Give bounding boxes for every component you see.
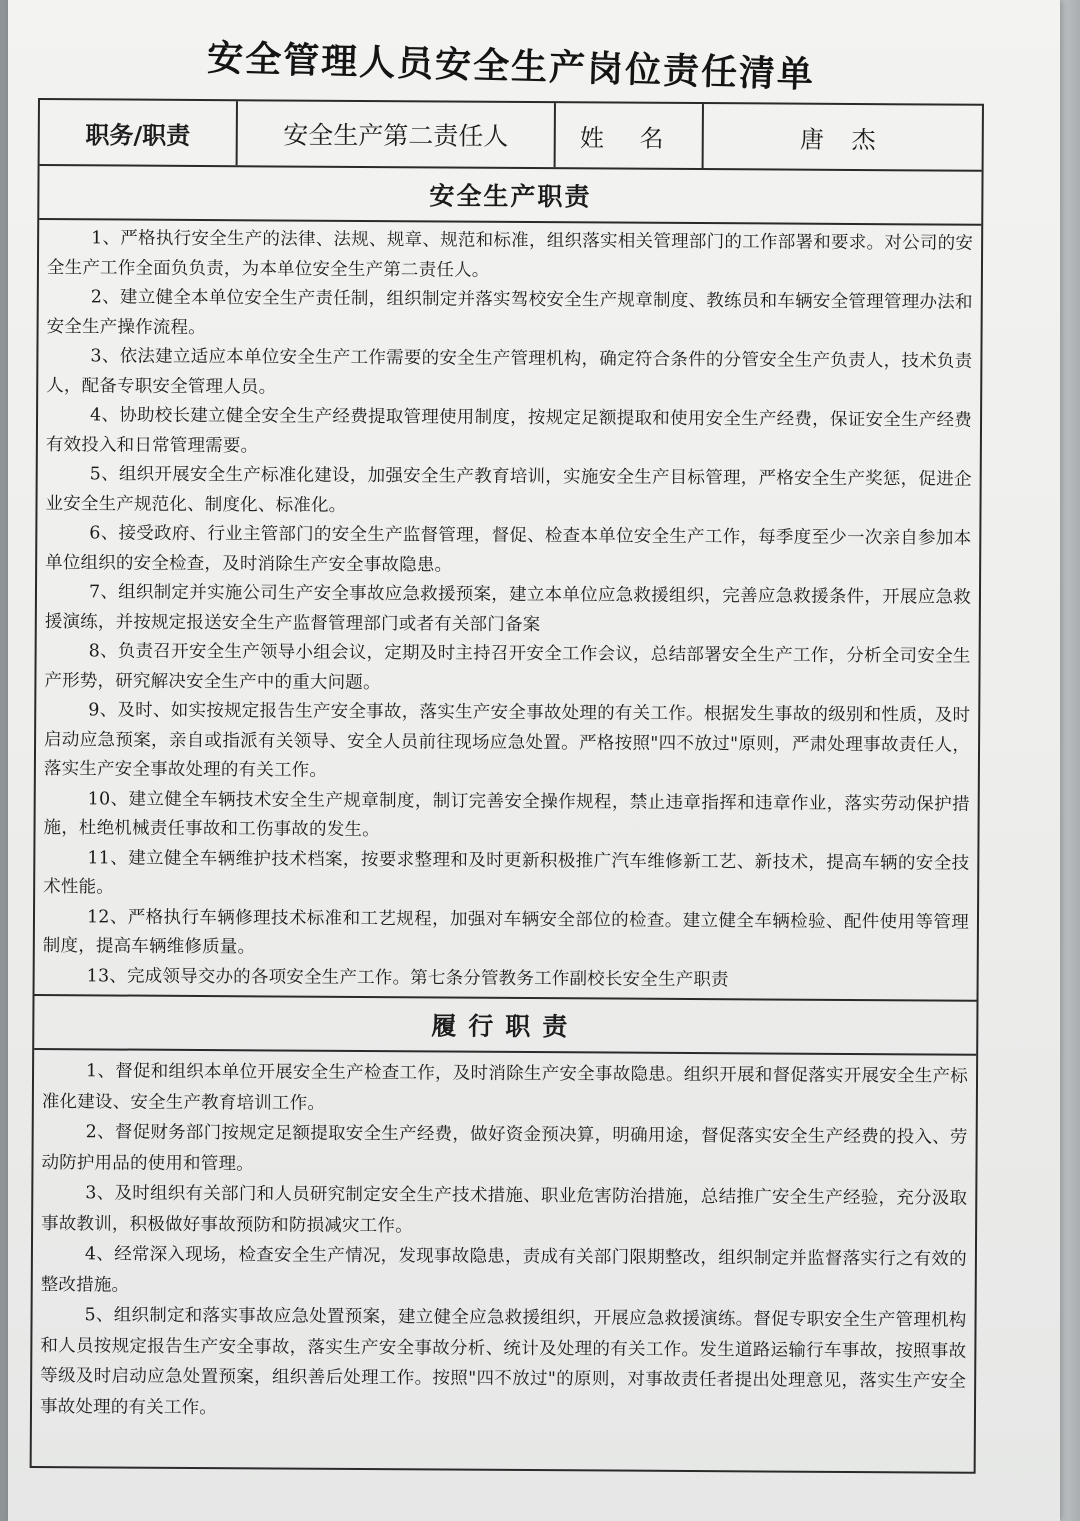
duty-item: 2、建立健全本单位安全生产责任制，组织制定并落实驾校安全生产规章制度、教练员和车辆安全管理管理办法和安全生产操作流程。	[46, 287, 973, 338]
duties-heading: 安全生产职责	[39, 166, 981, 226]
duty-item: 9、及时、如实按规定报告生产安全事故，落实生产安全事故处理的有关工作。根据发生事故的级别和性质，及时启动应急预案，亲自或指派有关领导、安全人员前往现场应急处置。严格按照"四不放过"原则，严肃处理事故责任人，落实生产安全事故处理的有关工作。	[43, 700, 971, 781]
duty-item: 6、接受政府、行业主管部门的安全生产监督管理，督促、检查本单位安全生产工作，每季度至少一次亲自参加本单位组织的安全检查，及时消除生产安全事故隐患。	[45, 523, 972, 576]
duty-item: 3、依法建立适应本单位安全生产工作需要的安全生产管理机构，确定符合条件的分管安全生产负责人，技术负责人，配备专职安全管理人员。	[46, 346, 973, 397]
duty-item: 4、协助校长建立健全安全生产经费提取管理使用制度，按规定足额提取和使用安全生产经费，保证安全生产经费有效投入和日常管理需要。	[45, 405, 973, 456]
performance-item: 5、组织制定和落实事故应急处置预案，建立健全应急救援组织，开展应急救援演练。督促专职安全生产管理机构和人员按规定报告生产安全事故，落实生产安全事故分析、统计及处理的有关工作。发生道路运输行车事故，按照事故等级及时启动应急处置预案，组织善后处理工作。按照"四不放过"的原则，对事故责任者提出处理意见，落实生产安全事故处理的有关工作。	[39, 1305, 967, 1418]
duty-item: 11、建立健全车辆维护技术档案，按要求整理和及时更新积极推广汽车维修新工艺、新技术，提高车辆的安全技术性能。	[43, 847, 970, 898]
performance-item: 3、及时组织有关部门和人员研究制定安全生产技术措施、职业危害防治措施，总结推广安全生产经验，充分汲取事故教训，积极做好事故预防和防损减灾工作。	[41, 1183, 968, 1236]
document-title: 安全管理人员安全生产岗位责任清单	[206, 37, 816, 96]
performance-item: 1、督促和组织本单位开展安全生产检查工作，及时消除生产安全事故隐患。组织开展和督促落实开展安全生产标准化建设、安全生产教育培训工作。	[41, 1061, 969, 1114]
performance-heading: 履行职责	[34, 994, 976, 1056]
duties-list	[35, 220, 982, 1000]
duty-item: 8、负责召开安全生产领导小组会议，定期及时主持召开安全工作会议，总结部署安全生产工作，分析全司安全生产形势，研究解决安全生产中的重大问题。	[44, 641, 971, 693]
duty-item: 7、组织制定并实施公司生产安全事故应急救援预案，建立本单位应急救援组织，完善应急救援条件，开展应急救援演练，并按规定报送安全生产监督管理部门或者有关部门备案	[44, 582, 972, 635]
header-row	[40, 100, 982, 172]
name-value: 唐 杰	[799, 125, 886, 154]
name-label: 姓 名	[556, 103, 704, 168]
duty-item: 10、建立健全车辆技术安全生产规章制度，制订完善安全操作规程，禁止违章指挥和违章作业，落实劳动保护措施，杜绝机械责任事故和工伤事故的发生。	[43, 788, 970, 841]
duty-item: 13、完成领导交办的各项安全生产工作。第七条分管教务工作副校长安全生产职责	[86, 965, 729, 990]
position-label: 职务/职责	[40, 100, 238, 165]
performance-item: 4、经常深入现场，检查安全生产情况，发现事故隐患，责成有关部门限期整改，组织制定并监督落实行之有效的整改措施。	[40, 1244, 967, 1296]
duty-item: 1、严格执行安全生产的法律、法规、规章、规范和标准，组织落实相关管理部门的工作部署和要求。对公司的安全生产工作全面负负责，为本单位安全生产第二责任人。	[46, 228, 974, 281]
performance-list	[32, 1050, 976, 1428]
performance-item: 2、督促财务部门按规定足额提取安全生产经费，做好资金预决算，明确用途，督促落实安全生产经费的投入、劳动防护用品的使用和管理。	[41, 1122, 968, 1174]
duty-item: 5、组织开展安全生产标准化建设，加强安全生产教育培训，实施安全生产目标管理，严格安全生产奖惩，促进企业安全生产规范化、制度化、标准化。	[45, 464, 972, 516]
position-value: 安全生产第二责任人	[238, 101, 556, 167]
duty-item: 12、严格执行车辆修理技术标准和工艺规程，加强对车辆安全部位的检查。建立健全车辆检验、配件使用等管理制度，提高车辆维修质量。	[42, 906, 970, 958]
responsibility-table	[30, 98, 984, 1474]
paper-sheet	[8, 0, 1060, 1521]
